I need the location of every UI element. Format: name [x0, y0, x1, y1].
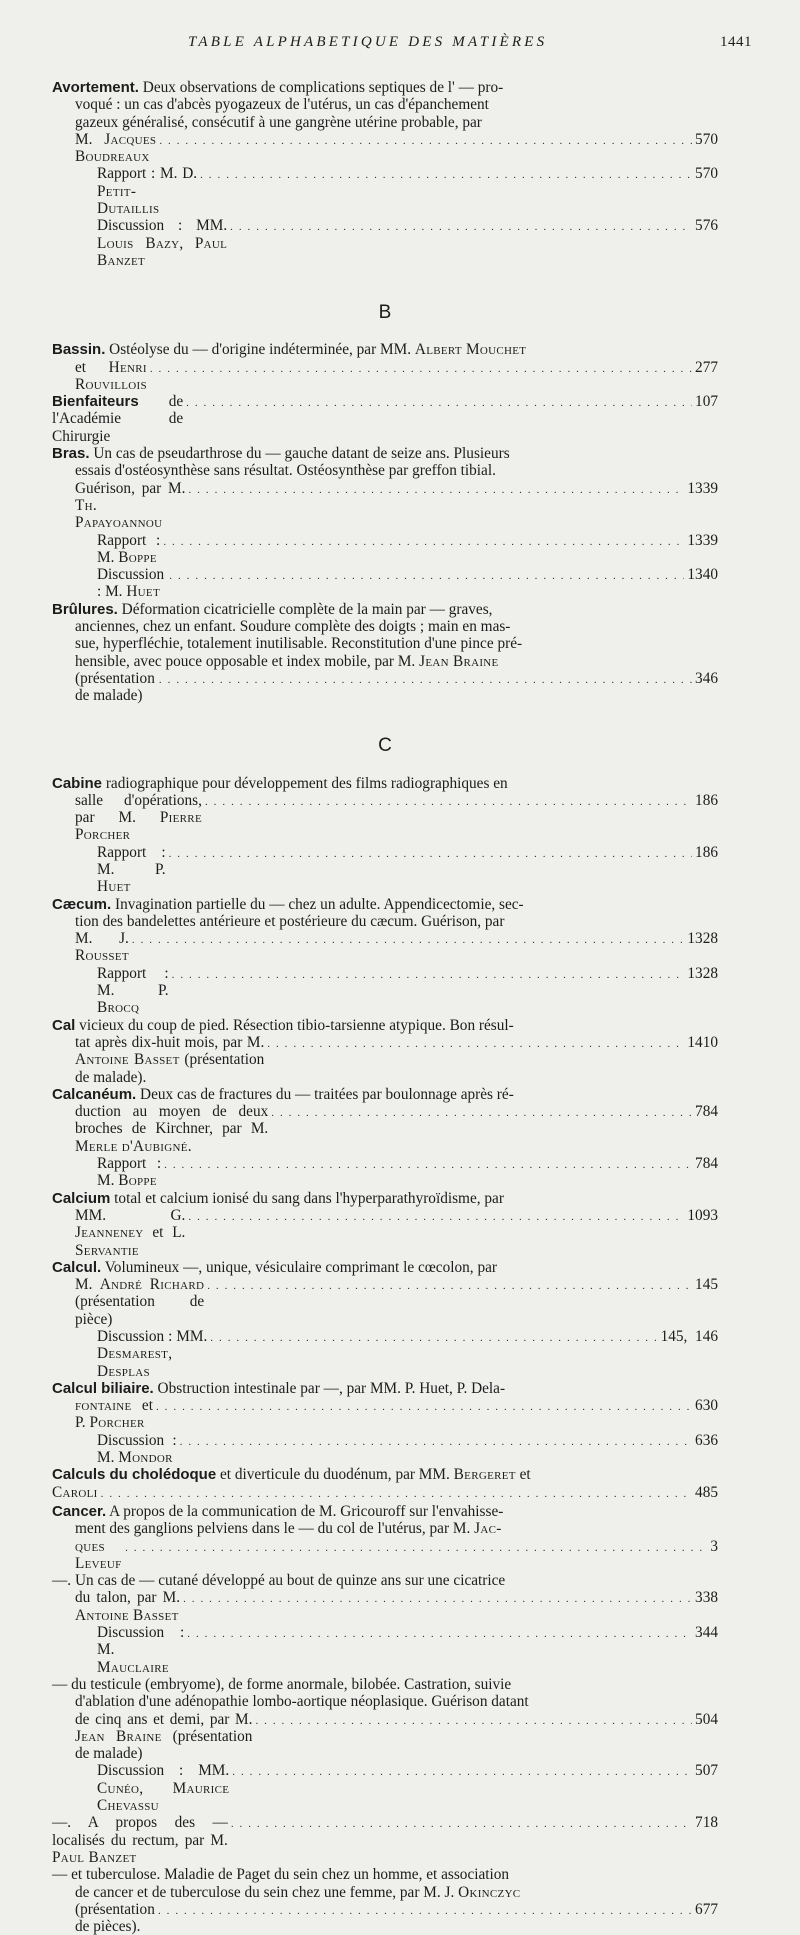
- entry-text: radiographique pour développement des films radiographiques en: [102, 774, 508, 792]
- page-ref: 507: [695, 1762, 718, 1780]
- entry-text: (présentation de pièce): [75, 1293, 205, 1328]
- dot-leader: [180, 1434, 692, 1451]
- entry-calcul: [52, 1259, 718, 1380]
- author-name: ques Leveuf: [75, 1537, 122, 1572]
- entry-text: Un cas de pseudarthrose du — gauche datant de seize ans. Plusieurs: [89, 445, 510, 463]
- line: [52, 359, 718, 394]
- dot-leader: [183, 1591, 692, 1608]
- line: [52, 1276, 718, 1328]
- line: [52, 1103, 718, 1155]
- line: anciennes, chez un enfant. Soudure complète des doigts ; main en mas-: [75, 618, 511, 636]
- page-ref: 146: [695, 1328, 718, 1345]
- entry-calcul-biliaire: [52, 1380, 718, 1466]
- entry-keyword: Brûlures.: [52, 600, 118, 618]
- dot-leader: [132, 932, 685, 949]
- entry-text: du talon, par M.: [75, 1589, 181, 1607]
- dot-leader: [271, 1105, 692, 1122]
- dot-leader: [232, 1764, 692, 1781]
- page-ref: 107: [695, 393, 718, 411]
- dot-leader: [169, 846, 692, 863]
- author-name: Jacques Boudreaux: [75, 130, 157, 166]
- running-header: [0, 34, 800, 56]
- line: [52, 1034, 718, 1086]
- page-ref: 344: [695, 1624, 718, 1642]
- entry-text: Déformation cicatricielle complète de la main par — graves,: [117, 600, 493, 618]
- entry-keyword: Calculs du cholédoque: [52, 1466, 217, 1484]
- entry-keyword: Cal: [52, 1016, 76, 1034]
- entry-text: de l'Académie de Chirurgie: [52, 393, 184, 445]
- spacer: [52, 759, 718, 775]
- line: [52, 775, 718, 792]
- line: voqué : un cas d'abcès pyogazeux de l'utérus, un cas d'épanchement: [75, 96, 489, 114]
- entry-text: MM. G.: [75, 1206, 186, 1224]
- dot-leader: [200, 167, 692, 184]
- dot-leader: [172, 967, 685, 984]
- line: [52, 1380, 718, 1397]
- author-name: Okinczyc: [458, 1883, 521, 1901]
- entry-text: vicieux du coup de pied. Résection tibio-tarsienne atypique. Bon résul-: [75, 1016, 514, 1034]
- discussion-line: [52, 1762, 718, 1814]
- author-name: Louis Bazy: [97, 234, 180, 252]
- line: [52, 79, 718, 96]
- page-ref: 784: [695, 1155, 718, 1173]
- entry-text: salle d'opérations, par M.: [75, 791, 202, 827]
- entry-text: (présentation de malade): [75, 669, 155, 705]
- entry-text: Invagination partielle du — chez un adulte. Appendicectomie, sec-: [111, 895, 524, 913]
- dot-leader: [255, 1713, 692, 1730]
- entry-text: Rapport : M.: [97, 1155, 162, 1190]
- page-ref: 277: [695, 358, 718, 376]
- dot-leader: [101, 1486, 692, 1503]
- author-name: fontaine: [75, 1397, 132, 1415]
- entry-calculs-choledoque: [52, 1466, 718, 1503]
- dot-leader: [159, 133, 692, 150]
- spacer: [52, 705, 718, 733]
- entry-text: (présentation de malade).: [75, 1051, 265, 1086]
- entry-avortement: [52, 79, 718, 269]
- entry-brulures: [52, 601, 718, 705]
- author-name: Albert Mouchet: [414, 341, 527, 359]
- line: [52, 131, 718, 166]
- entry-keyword: Avortement.: [52, 79, 139, 96]
- author-name: Antoine Basset: [75, 1051, 180, 1069]
- discussion-line: [52, 1624, 718, 1676]
- entry-text: (présentation de pièces).: [75, 1900, 155, 1935]
- entry-keyword: Calcul biliaire.: [52, 1379, 154, 1397]
- line: [52, 1207, 718, 1259]
- entry-text: .: [187, 1137, 192, 1155]
- page-ref: 576: [695, 217, 718, 235]
- page-ref: 504: [695, 1710, 718, 1728]
- rapport-line: [52, 532, 718, 567]
- line: [52, 480, 718, 532]
- line: sue, hyperfléchie, totalement inutilisable. Reconstitution d'une pince pré-: [75, 635, 523, 653]
- page-number: 1441: [720, 34, 752, 50]
- entry-caecum: [52, 896, 718, 1017]
- author-name: Jean Braine: [419, 652, 499, 670]
- page-ref: 186: [695, 843, 718, 861]
- section-letter-c: C: [378, 734, 392, 756]
- dot-leader: [231, 1816, 692, 1833]
- entry-keyword: Bassin.: [52, 341, 106, 359]
- dot-leader: [188, 1209, 684, 1226]
- line: [52, 1503, 718, 1520]
- entry-cancer: [52, 1503, 718, 1572]
- line: [52, 1711, 718, 1763]
- entry-text: —. A propos des — localisés du rectum, par M.: [52, 1814, 228, 1849]
- spacer: [52, 326, 718, 341]
- line: [52, 653, 718, 670]
- page-ref: 1339: [687, 479, 718, 497]
- page-ref: 636: [695, 1431, 718, 1449]
- author-name: Caroli: [52, 1483, 98, 1501]
- entry-text: et: [515, 1466, 531, 1484]
- dot-leader: [156, 1399, 692, 1416]
- author-name: Desmarest: [97, 1345, 169, 1363]
- line: [52, 792, 718, 844]
- line: [52, 1520, 718, 1537]
- discussion-line: [52, 217, 718, 269]
- dot-leader: [158, 1903, 692, 1920]
- entry-keyword: Cancer.: [52, 1502, 107, 1520]
- entry-text: et L.: [143, 1224, 186, 1242]
- entry-text: tat après dix-huit mois, par M.: [75, 1033, 265, 1051]
- line: [52, 1538, 718, 1573]
- author-name: Boppe: [118, 1172, 157, 1190]
- entry-text: Discussion : MM.: [97, 1328, 208, 1345]
- entry-text: M. J.: [75, 930, 129, 948]
- entry-text: de cinq ans et demi, par M.: [75, 1710, 253, 1728]
- line: [52, 1884, 718, 1901]
- author-name: Merle d'Aubigné: [75, 1137, 188, 1155]
- page-ref: 570: [695, 130, 718, 148]
- entry-text: Discussion : MM.: [97, 217, 228, 235]
- entry-bienfaiteurs: [52, 393, 718, 445]
- page-ref: 145: [695, 1276, 718, 1294]
- rapport-line: [52, 965, 718, 1017]
- line: tion des bandelettes antérieure et postérieure du cæcum. Guérison, par: [75, 912, 505, 930]
- line: [52, 1484, 718, 1503]
- dot-leader: [267, 1036, 684, 1053]
- author-name: Paul Banzet: [97, 234, 228, 269]
- author-name: Rousset: [75, 947, 129, 965]
- entry-bassin: [52, 341, 718, 393]
- line: [52, 393, 718, 445]
- page-ref: 677: [695, 1900, 718, 1918]
- page-ref: 1328: [687, 964, 718, 982]
- entry-text: Discussion : M.: [97, 1431, 177, 1467]
- author-name: Th. Papayoannou: [75, 496, 163, 532]
- line: [52, 601, 718, 618]
- entry-text: Volumineux —, unique, vésiculaire comprimant le cœcolon, par: [101, 1258, 497, 1276]
- entry-text: Ostéolyse du — d'origine indéterminée, par MM.: [105, 341, 415, 359]
- author-name: Maurice Chevassu: [97, 1779, 230, 1815]
- page-ref: 346: [695, 669, 718, 687]
- line: [52, 1190, 718, 1207]
- line: [52, 896, 718, 913]
- entry-cancer-cutane: [52, 1572, 718, 1676]
- author-name: Desplas: [97, 1362, 150, 1380]
- entry-text: et diverticule du duodénum, par MM.: [216, 1466, 454, 1484]
- entry-text: Deux observations de complications septiques de l' — pro-: [138, 79, 504, 96]
- author-name: Cunéo: [97, 1779, 140, 1797]
- dot-leader: [169, 568, 684, 585]
- line: [52, 1589, 718, 1624]
- page-ref: 570: [695, 165, 718, 183]
- author-name: Brocq: [97, 999, 140, 1017]
- page-ref: 718: [695, 1814, 718, 1832]
- author-name: Pierre Porcher: [75, 809, 202, 844]
- author-name: Jeanneney: [75, 1224, 144, 1242]
- line: [52, 1901, 718, 1935]
- page-ref: 145,: [660, 1328, 688, 1345]
- line: [52, 1814, 718, 1866]
- dot-leader: [125, 1540, 707, 1557]
- line: [52, 1466, 718, 1483]
- entry-cancer-tuberculose: [52, 1866, 718, 1935]
- dot-leader: [205, 794, 692, 811]
- dot-leader: [230, 219, 692, 236]
- entry-calcaneum: [52, 1086, 718, 1190]
- line: [52, 1397, 718, 1432]
- entry-text: hensible, avec pouce opposable et index mobile, par M.: [75, 652, 420, 670]
- rapport-line: [52, 165, 718, 217]
- author-name: André Richard: [99, 1276, 205, 1294]
- dot-leader: [186, 395, 692, 412]
- discussion-line: [52, 1328, 718, 1380]
- separator: ,: [179, 234, 195, 252]
- discussion-line: [52, 1432, 718, 1467]
- entry-keyword: Calcanéum.: [52, 1085, 137, 1103]
- author-name: Petit-Dutaillis: [97, 182, 160, 218]
- line: —. Un cas de — cutané développé au bout de quinze ans sur une cicatrice: [52, 1572, 506, 1590]
- line: essais d'ostéosynthèse sans résultat. Ostéosynthèse par greffon tibial.: [75, 462, 496, 480]
- line: d'ablation d'une adénopathie lombo-aortique néoplasique. Guérison datant: [75, 1693, 529, 1711]
- entry-keyword: Bienfaiteurs: [52, 393, 139, 411]
- entry-bras: [52, 445, 718, 601]
- author-name: Huet: [97, 878, 131, 896]
- entry-keyword: Cæcum.: [52, 895, 112, 913]
- entry-calcium: [52, 1190, 718, 1259]
- dot-leader: [210, 1330, 657, 1347]
- page-ref: 784: [695, 1103, 718, 1121]
- entry-cancer-rectum: [52, 1814, 718, 1866]
- line: — du testicule (embryome), de forme anormale, bilobée. Castration, suivie: [52, 1675, 512, 1693]
- page-ref: 485: [695, 1483, 718, 1501]
- rapport-line: [52, 844, 718, 896]
- author-name: Jean Braine: [75, 1727, 162, 1745]
- entry-text: (présentation de malade): [75, 1727, 253, 1763]
- page-ref: 3: [710, 1537, 718, 1555]
- index-content: [52, 79, 718, 1935]
- entry-text: Obstruction intestinale par —, par MM. P. Huet, P. Dela-: [153, 1379, 506, 1397]
- rapport-line: [52, 1155, 718, 1190]
- author-name: Jac-: [474, 1520, 502, 1538]
- section-letter-b: B: [378, 302, 392, 324]
- header-title: TABLE ALPHABETIQUE DES MATIÈRES: [188, 34, 548, 50]
- entry-keyword: Calcium: [52, 1189, 111, 1207]
- entry-text: Rapport : M. D.: [97, 165, 198, 183]
- author-name: Henri Rouvillois: [75, 358, 147, 393]
- line: [52, 445, 718, 462]
- entry-text: M.: [75, 130, 105, 148]
- entry-cabine: [52, 775, 718, 896]
- line: [52, 1017, 718, 1034]
- page-ref: 1093: [687, 1206, 718, 1224]
- author-name: Mondor: [118, 1449, 173, 1467]
- author-name: Paul Banzet: [52, 1848, 137, 1866]
- entry-text: ment des ganglions pelviens dans le — du col de l'utérus, par M.: [75, 1520, 475, 1538]
- dot-leader: [159, 672, 692, 689]
- author-name: Servantie: [75, 1241, 139, 1259]
- page-ref: 1410: [687, 1033, 718, 1051]
- author-name: Boppe: [118, 548, 157, 566]
- dot-leader: [188, 482, 684, 499]
- author-name: Huet: [126, 583, 160, 601]
- entry-text: Discussion : MM.: [97, 1762, 230, 1780]
- entry-text: Rapport : M.: [97, 531, 161, 566]
- page-ref: 1339: [687, 531, 718, 549]
- entry-text: et P.: [75, 1397, 153, 1432]
- line: [52, 930, 718, 965]
- entry-text: Discussion : M.: [97, 566, 165, 601]
- entry-keyword: Calcul.: [52, 1258, 102, 1276]
- line: [52, 670, 718, 705]
- spacer: [52, 269, 718, 300]
- author-name: Mauclaire: [97, 1658, 169, 1676]
- entry-text: Rapport : M. P.: [97, 964, 169, 1000]
- entry-text: total et calcium ionisé du sang dans l'hyperparathyroïdisme, par: [110, 1189, 504, 1207]
- line: [52, 341, 718, 358]
- entry-text: Discussion : M.: [97, 1624, 185, 1659]
- entry-cal: [52, 1017, 718, 1086]
- entry-cancer-testicule: [52, 1676, 718, 1814]
- entry-text: Guérison, par M.: [75, 479, 186, 497]
- dot-leader: [150, 361, 692, 378]
- entry-text: Deux cas de fractures du — traitées par boulonnage après ré-: [136, 1085, 514, 1103]
- separator: ,: [139, 1779, 173, 1797]
- line: [52, 1259, 718, 1276]
- dot-leader: [164, 1157, 692, 1174]
- entry-keyword: Bras.: [52, 445, 90, 463]
- entry-text: et: [75, 358, 109, 376]
- page-ref: 1328: [687, 930, 718, 948]
- author-name: Antoine Basset: [75, 1606, 179, 1624]
- page-ref: 1340: [687, 566, 718, 584]
- entry-text: duction au moyen de deux broches de Kirchner, par M.: [75, 1103, 269, 1138]
- entry-text: Rapport : M. P.: [97, 843, 166, 878]
- entry-text: de cancer et de tuberculose du sein chez une femme, par M. J.: [75, 1883, 459, 1901]
- author-name: Porcher: [89, 1414, 145, 1432]
- page-ref: 186: [695, 791, 718, 809]
- entry-keyword: Cabine: [52, 774, 103, 792]
- page-ref: 338: [695, 1589, 718, 1607]
- dot-leader: [163, 534, 684, 551]
- entry-text: M.: [75, 1276, 100, 1294]
- separator: ,: [168, 1345, 173, 1363]
- entry-text: A propos de la communication de M. Gricouroff sur l'envahisse-: [106, 1502, 504, 1520]
- line: [52, 1086, 718, 1103]
- dot-leader: [187, 1626, 692, 1643]
- dot-leader: [207, 1278, 692, 1295]
- line: gazeux généralisé, consécutif à une gangrène utérine probable, par: [75, 113, 482, 131]
- author-name: Bergeret: [453, 1466, 516, 1484]
- line: — et tuberculose. Maladie de Paget du sein chez un homme, et association: [52, 1866, 510, 1884]
- discussion-line: [52, 566, 718, 601]
- page-ref: 630: [695, 1397, 718, 1415]
